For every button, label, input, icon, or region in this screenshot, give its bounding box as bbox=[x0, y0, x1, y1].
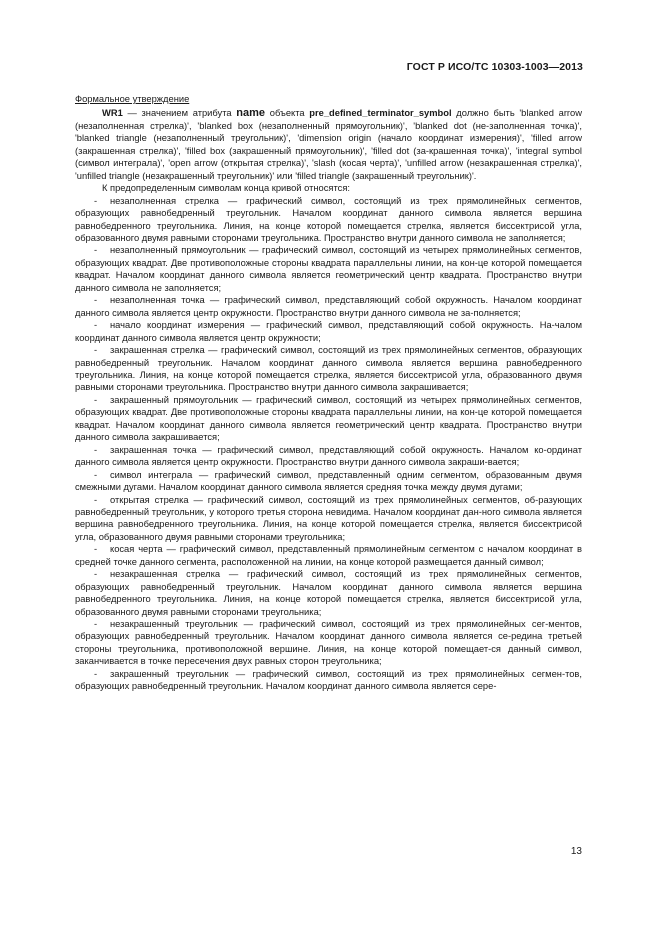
list-item-text: косая черта — графический символ, представленный прямолинейным сегментом с началом координат в средней точке данного сегмента, расположенной на линии, на конце которой размещается данный символ; bbox=[75, 544, 582, 567]
bullet-dash: - bbox=[94, 394, 98, 405]
list-item bbox=[75, 469, 582, 494]
bullet-dash: - bbox=[94, 569, 98, 580]
rule-text-after: должно быть 'blanked arrow (незаполненная стрелка)', 'blanked box (незаполненный прямоугольник)', 'blanked dot (не-заполненная точка)', 'blanked triangle (незаполненный треугольник)', 'dimension origin (начало координат измерения)', 'filled arrow (закрашенная стрелка)', 'filled box (закрашенный прямоугольник)', 'filled dot (за-крашенная точка)', 'integral symbol (символ интеграла)', 'open arrow (открытая стрелка)', 'slash (косая черта)', 'unfilled arrow (незакрашенная стрелка)', 'unfilled triangle (незакрашенный треугольник)' или 'filled triangle (закрашенный треугольник)'. bbox=[75, 108, 582, 181]
list-item bbox=[75, 543, 582, 568]
list-item bbox=[75, 618, 582, 668]
bullet-dash: - bbox=[94, 345, 98, 356]
list-item-text: открытая стрелка — графический символ, состоящий из трех прямолинейных сегментов, об-разующих равнобедренный треугольник, у которого третья сторона невидима. Началом координат дан-ного символа является вершина равнобедренного треугольника. Линия, на конце которой помещается стрелка, является биссектрисой угла, образованного двумя равными сторонами треугольника; bbox=[75, 494, 582, 542]
list-item-text: незаполненная стрелка — графический символ, состоящий из трех прямолинейных сегментов, образующих равнобедренный треугольник. Началом координат данного символа является вершина равнобедренного треугольника. Линия, на конце которой помещается стрелка, является биссектрисой угла, образованного двумя равными сторонами треугольника. Пространство внутри данного символа не заполняется; bbox=[75, 195, 582, 243]
list-item bbox=[75, 294, 582, 319]
document-body bbox=[75, 93, 582, 693]
list-item-text: незакрашенная стрелка — графический символ, состоящий из трех прямолинейных сегментов, образующих равнобедренный треугольник. Началом координат данного символа является вершина равнобедренного треугольника. Линия, на конце которой помещается стрелка, является биссектрисой угла, образованного двумя равными сторонами треугольника; bbox=[75, 569, 582, 617]
rule-id: WR1 bbox=[102, 108, 123, 119]
document-header: ГОСТ Р ИСО/ТС 10303-1003—2013 bbox=[406, 61, 583, 73]
bullet-dash: - bbox=[94, 469, 98, 480]
symbol-list bbox=[75, 195, 582, 693]
list-item bbox=[75, 195, 582, 245]
bullet-dash: - bbox=[94, 668, 98, 679]
rule-text-before: значением атрибута bbox=[141, 108, 237, 119]
bullet-dash: - bbox=[94, 494, 98, 505]
bullet-dash: - bbox=[94, 544, 98, 555]
list-item bbox=[75, 244, 582, 294]
list-item-text: закрашенная стрелка — графический символ, состоящий из трех прямолинейных сегментов, образующих равнобедренный треугольник. Началом координат данного символа является вершина равнобедренного треугольника. Линия, на конце которой помещается стрелка, является биссектрисой угла, образованного двумя равными сторонами треугольника. Пространство внутри данного символа закрашивается; bbox=[75, 345, 582, 393]
rule-paragraph bbox=[75, 107, 582, 182]
list-item bbox=[75, 444, 582, 469]
list-item bbox=[75, 319, 582, 344]
list-item-text: начало координат измерения — графический символ, представляющий собой окружность. На-чалом координат данного символа является центр окружности; bbox=[75, 320, 582, 343]
list-item bbox=[75, 494, 582, 544]
page-number: 13 bbox=[570, 846, 582, 857]
bullet-dash: - bbox=[94, 619, 98, 630]
rule-dash: — bbox=[122, 108, 142, 119]
bullet-dash: - bbox=[94, 444, 98, 455]
list-item-text: незаполненная точка — графический символ, представляющий собой окружность. Началом координат данного символа является центр окружности. Пространство внутри данного символа не за-полняется; bbox=[75, 295, 582, 318]
list-item-text: закрашенный прямоугольник — графический символ, состоящий из четырех прямолинейных сегментов, образующих квадрат. Две противоположные стороны квадрата параллельны линии, на кон-це которой помещается квадрат. Началом координат данного символа является геометрический центр квадрата. Пространство внутри данного символа закрашивается; bbox=[75, 394, 582, 443]
list-item-text: незаполненный прямоугольник — графический символ, состоящий из четырех прямолинейных сегментов, образующих квадрат. Две противоположные стороны квадрата параллельны линии, на кон-це которой помещается квадрат. Началом координат данного символа является геометрический центр квадрата. Пространство внутри данного символа не заполняется; bbox=[75, 245, 582, 293]
rule-text-middle: объекта bbox=[265, 108, 310, 119]
intro-paragraph: К предопределенным символам конца кривой относятся: bbox=[102, 183, 350, 194]
list-item bbox=[75, 394, 582, 444]
list-item-text: закрашенный треугольник — графический символ, состоящий из трех прямолинейных сегмен-тов, образующих равнобедренный треугольник. Началом координат данного символа является сере- bbox=[75, 668, 582, 692]
section-heading: Формальное утверждение bbox=[75, 94, 190, 104]
list-item-text: закрашенная точка — графический символ, представляющий собой окружность. Началом ко-ординат данного символа является центр окружности. Пространство внутри данного символа закраши-вается; bbox=[75, 444, 582, 468]
bullet-dash: - bbox=[94, 245, 98, 256]
list-item bbox=[75, 568, 582, 618]
list-item-text: символ интеграла — графический символ, представленный одним сегментом, образованным двумя смежными дугами. Началом координат данного символа является средняя точка между двумя дугами; bbox=[75, 469, 582, 493]
list-item-text: незакрашенный треугольник — графический символ, состоящий из трех прямолинейных сег-ментов, образующих равнобедренный треугольник. Началом координат данного символа является се-редина третьей стороны треугольника, противоположной вершине. Линия, на конце которой помещает-ся данный символ, заканчивается в точке пересечения двух равных сторон треугольника; bbox=[75, 619, 582, 667]
rule-attribute: name bbox=[236, 107, 266, 120]
bullet-dash: - bbox=[94, 320, 98, 331]
bullet-dash: - bbox=[94, 195, 98, 206]
bullet-dash: - bbox=[94, 295, 98, 306]
rule-entity: pre_defined_terminator_symbol bbox=[309, 108, 452, 119]
list-item bbox=[75, 668, 582, 693]
list-item bbox=[75, 344, 582, 394]
